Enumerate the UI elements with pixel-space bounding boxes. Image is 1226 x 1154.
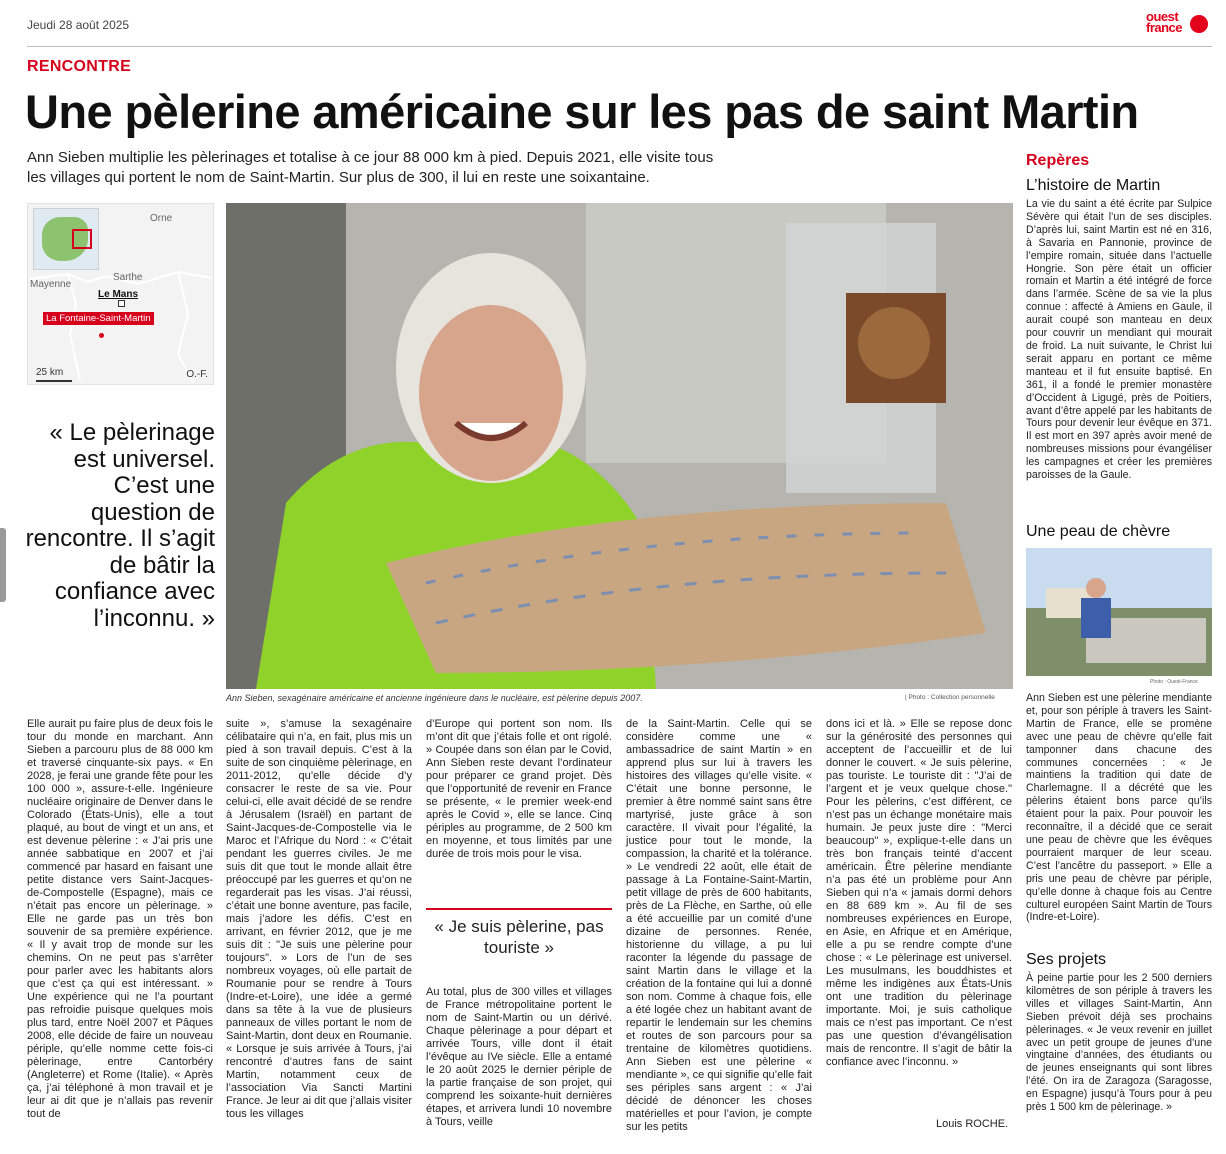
article-column-4: de la Saint-Martin. Celle qui se considère comme une « ambassadrice de saint Martin » en apprend plus sur lui à travers les histoires des villages qu’elle visite. « C’était une bonne personne, le premier à être nommé saint sans être martyrisé, juste grâce à son caractère. Il vivait pour l’égalité, la justice pour tout le monde, la compassion, la charité et la tolérance. » Le vendredi 22 août, elle était de passage à La Fontaine-Saint-Martin, petit village de près de 600 habitants, près de La Flèche, en Sarthe, où elle a été accueillie par un comité d’une dizaine de personnes. Renée, historienne du village, a pu lui raconter la légende du passage de saint Martin dans le village et la création de la fontaine qui lui a donné son nom. Comme à chaque fois, elle a été logée chez un habitant avant de repartir le lendemain sur les chemins et routes de son parcours pour sa trentaine de kilomètres quotidiens. Ann Sieben est une pèlerine « mendiante », ce qui signifie qu’elle fait ses périples sans argent : « J’ai décidé de dénoncer les choses matérielles et pour l’avion, je compte sur les petits [626, 718, 812, 1133]
article-lead: Ann Sieben multiplie les pèlerinages et totalise à ce jour 88 000 km à pied. Depuis 2021, elle visite tous les villages qui portent le nom de Saint-Martin. Sur plus de 300, il lui en reste une soixantaine. [27, 149, 714, 186]
main-photo [226, 203, 1013, 689]
map-label-town: La Fontaine-Saint-Martin [43, 312, 154, 325]
map-credit: O.-F. [186, 369, 208, 380]
photo-credit: | Photo : Collection personnelle [905, 694, 995, 701]
pull-quote: « Le pèlerinage est universel. C’est une question de rencontre. Il s’agit de bâtir la confiance avec l’inconnu. » [25, 419, 215, 632]
logo-wordmark: ouest france [1146, 9, 1183, 35]
issue-date: Jeudi 28 août 2025 [27, 18, 130, 32]
map-scale-bar [36, 380, 72, 382]
goatskin-photo [1026, 548, 1212, 676]
goatskin-illustration [1026, 548, 1212, 676]
sidebar-heading-goatskin: Une peau de chèvre [1026, 523, 1171, 540]
goatskin-photo-credit: Photo : Ouest-France [1150, 679, 1198, 685]
article-column-2: suite », s’amuse la sexagénaire célibataire qui n’a, en fait, plus mis un pied à son travail depuis. C’est à la suite de son cinquième pèlerinage, en 2011-2012, qu’elle décide d’y consacrer le reste de sa vie. Pour celui-ci, elle avait décidé de se rendre à Jérusalem (Israël) en partant de Saint-Jacques-de-Compostelle via le Maroc et l’Afrique du Nord : « C’était pendant les guerres civiles. Je me suis dit que tout le monde allait être préoccupé par les guerres et qu’on ne regarderait pas les visas. J’ai réussi, c’était une bonne aventure, pas facile, mais j’adore les défis. C’est en arrivant, en février 2012, que je me suis dit : "Je suis une pèlerine pour toujours". » Lors de l’un de ses nombreux voyages, où elle partait de Roumanie pour se rendre à Tours (Indre-et-Loire), une idée a germé dans sa tête à la vue de plusieurs panneaux de villes portant le nom de Saint-Martin, dont deux en Roumanie. « Lorsque je suis arrivée à Tours, j’ai rencontré d’autres fans de saint Martin, notamment ceux de l’association Via Sancti Martini France. Je leur ai dit que j’allais visiter tous les villages [226, 718, 412, 1120]
photo-illustration [226, 203, 1013, 689]
article-column-5: dons ici et là. » Elle se repose donc sur la générosité des personnes qui acceptent de l’accueillir et de lui donner le couvert. « Je suis pèlerine, pas touriste. Le touriste dit : "J’ai de l’argent et je veux quelque chose." Pour les pèlerins, c’est différent, ce n’est pas un échange monétaire mais humain. Je peux juste dire : "Merci beaucoup" », explique-t-elle dans un très bon français teinté d’accent américain. Être pèlerine mendiante n’a pas été un problème pour Ann Sieben qui n’a « jamais dormi dehors en 88 689 km ». Au fil de ses nombreuses expériences en Europe, en Asie, en Afrique et en Amérique, elle a pu se rendre compte d’une chose : « Le pèlerinage est universel. Les musulmans, les bouddhistes et même les indigènes aux États-Unis ont une tradition du pèlerinage importante. Moi, je suis catholique mais ce n’est pas important. Ce n’est pas une question d’évangélisation mais de rencontre. Il s’agit de bâtir la confiance avec l’inconnu. » [826, 718, 1012, 1068]
article-column-1: Elle aurait pu faire plus de deux fois le tour du monde en marchant. Ann Sieben a parcouru plus de 88 000 km et traversé cinquante-six pays. « En 2028, je ferai une grande fête pour les 100 000 », assure-t-elle. Ingénieure nucléaire originaire de Denver dans le Colorado (États-Unis), elle a tout plaqué, au bout de vingt et un ans, et est devenue pèlerine : « J’ai pris une année sabbatique en 2007 et j’ai commencé par hasard en faisant une petite distance vers Saint-Jacques-de-Compostelle (Espagne), mais ce n’était pas encore un pèlerinage. » Elle ne garde pas un très bon souvenir de sa première expérience. « Il y avait trop de monde sur les chemins. On ne peut pas s’arrêter pour parler avec les habitants alors que c’est ça qui est intéressant. » Une expérience qui ne l’a pourtant pas refroidie puisque quelques mois plus tard, entre Noël 2007 et Pâques 2008, elle décide de faire un nouveau périple, qu’elle nomme cette fois-ci pèlerinage, entre Cantorbéry (Angleterre) et Rome (Italie). « Après ça, j’ai téléphoné à mon travail et je leur ai dit que je n’allais pas revenir tout de [27, 718, 213, 1120]
sidebar-heading-history: L’histoire de Martin [1026, 177, 1161, 194]
sidebar-kicker: Repères [1026, 152, 1090, 169]
sidebar-heading-projects: Ses projets [1026, 951, 1107, 968]
ouest-france-logo[interactable] [1142, 10, 1214, 40]
map-scale-label: 25 km [36, 367, 64, 378]
town-marker-icon [99, 333, 104, 338]
map-label-mayenne: Mayenne [30, 279, 72, 290]
map-label-le-mans: Le Mans [98, 289, 139, 300]
article-signature: Louis ROCHE. [936, 1118, 1009, 1130]
article-headline: Une pèlerine américaine sur les pas de saint Martin [25, 85, 1139, 138]
sidebar-text-goatskin: Ann Sieben est une pèlerine mendiante et, pour son périple à travers les Saint-Martin de France, elle se promène avec une peau de chèvre qu’elle fait tamponner dans chacune des communes concernées : « Je maintiens la tradition qui date de Charlemagne. Il a décrété que les pèlerins étaient bons parce qu’ils étaient pour la paix. Pour pouvoir les reconnaître, il a décidé que ce serait une peau de chèvre que les évêques pourraient marquer de leur sceau. C’est l’ancêtre du passeport. » Elle a pris une peau de chèvre par périple, qu’elle donne à chaque fois au Centre culturel européen Saint Martin de Tours (Indre-et-Loire). [1026, 692, 1212, 924]
article-column-3b: Au total, plus de 300 villes et villages de France métropolitaine portent le nom de Saint-Martin ou un dérivé. Chaque pèlerinage a pour départ et arrivée Tours, ville dont il était l’évêque au IVe siècle. Elle a entamé le 20 août 2025 le dernier périple de la partie française de son projet, qui comprend les soixante-huit dernières étapes, et arrivera lundi 10 novembre à Tours, veille [426, 986, 612, 1128]
map-label-orne: Orne [150, 213, 173, 224]
photo-caption: Ann Sieben, sexagénaire américaine et ancienne ingénieure dans le nucléaire, est pèlerine depuis 2007. [226, 693, 643, 703]
article-kicker: RENCONTRE [27, 58, 132, 75]
page-edge-tab [0, 528, 6, 602]
sidebar-text-history: La vie du saint a été écrite par Sulpice Sévère qui était l’un de ses disciples. D’après lui, saint Martin est né en 316, à Savaria en Pannonie, province de l’empire romain, située dans l’actuelle Hongrie. Son père était un officier romain et Martin a été intégré de force dans l’armée. Scène de sa vie la plus connue : affecté à Amiens en Gaule, il aurait coupé son manteau en deux pour couvrir un mendiant qui mourait de froid. La nuit suivante, le Christ lui serait apparu en portant ce même manteau et il fut ensuite baptisé. En 361, il a fondé le premier monastère d’Occident à Ligugé, près de Poitiers, avant d’être appelé par les habitants de Tours pour devenir leur évêque en 371. Il est mort en 397 après avoir mené de nombreuses missions pour évangéliser les campagnes et créer les premières paroisses de la Gaule. [1026, 198, 1212, 482]
logo-circle-icon [1190, 15, 1208, 33]
inline-quote: « Je suis pèlerine, pas touriste » [426, 908, 612, 958]
sidebar-text-projects: À peine partie pour les 2 500 derniers kilomètres de son périple à travers les villes et villages Saint-Martin, Ann Sieben prévoit déjà ses prochains pèlerinages. « Je veux revenir en juillet avec un petit groupe de jeunes d’une vingtaine d’années, des étudiants ou de jeunes enseignants qui sont libres l’été. On ira de Zaragoza (Saragosse, en Espagne) jusqu’à Tours pour à peu près 1 500 km de pèlerinage. » [1026, 972, 1212, 1114]
le-mans-marker-icon [118, 300, 125, 307]
article-column-3: d’Europe qui portent son nom. Ils m’ont dit que j’étais folle et ont rigolé. » Coupée dans son élan par le Covid, Ann Sieben reste devant l’ordinateur pour préparer ce grand projet. Dès que l’opportunité de revenir en France se présente, « le premier week-end après le Covid », elle se lance. Cinq périples au programme, de 2 500 km en moyenne, et tous limités par une durée de trois mois pour le visa. [426, 718, 612, 860]
location-map [27, 203, 214, 385]
header-divider [27, 46, 1212, 47]
map-label-sarthe: Sarthe [113, 272, 143, 283]
